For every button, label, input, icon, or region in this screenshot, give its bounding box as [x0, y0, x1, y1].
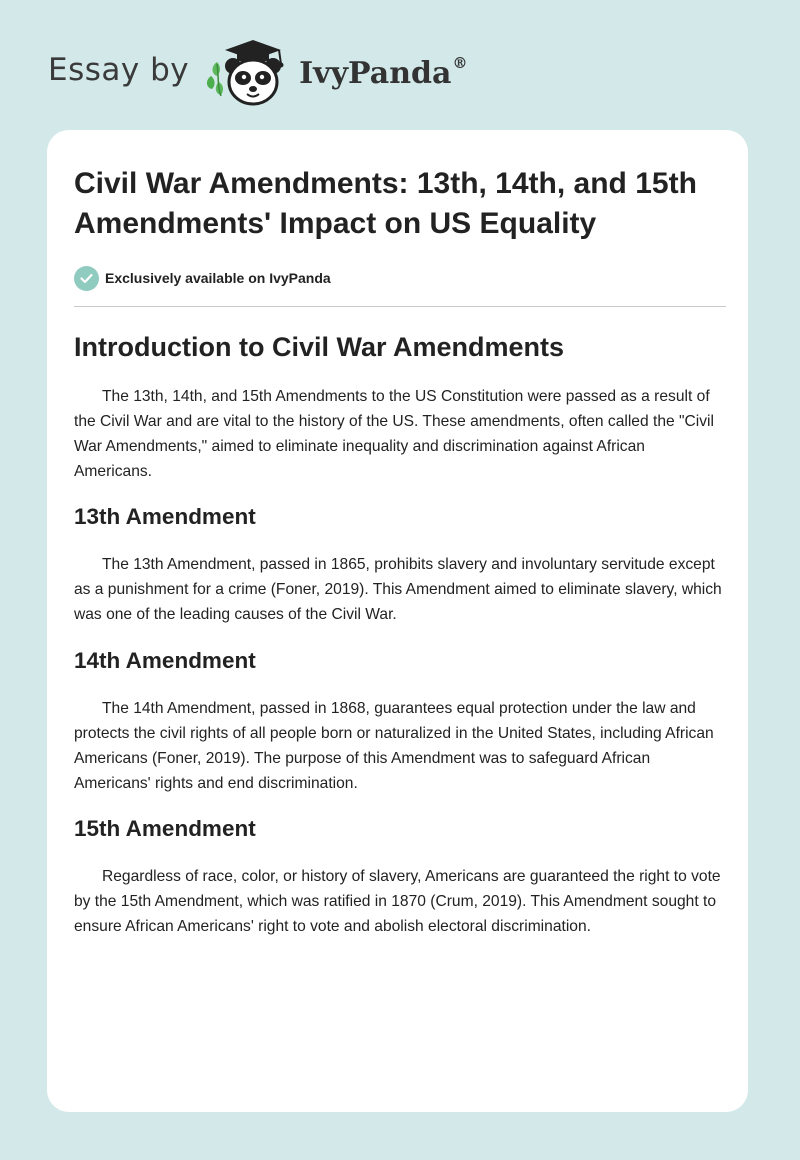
- section-heading-introduction: Introduction to Civil War Amendments: [74, 332, 565, 362]
- essay-card: [47, 130, 748, 1112]
- section-paragraph-15th: Regardless of race, color, or history of slavery, Americans are guaranteed the right to vote by the 15th Amendment, which was ratified in 1870 (Crum, 2019). This Amendment sought to ensure African Americans' right to vote and abolish electoral discrimination.: [74, 868, 721, 935]
- title-divider: [74, 306, 726, 307]
- section-heading-14th: 14th Amendment: [74, 648, 256, 673]
- exclusive-badge: [74, 265, 726, 291]
- site-header: [48, 36, 467, 108]
- brand-name[interactable]: [299, 53, 468, 91]
- section-paragraph-13th: The 13th Amendment, passed in 1865, prohibits slavery and involuntary servitude except as a punishment for a crime (Foner, 2019). This Amendment aimed to eliminate slavery, which was one of the leading causes of the Civil War.: [74, 556, 722, 623]
- section-heading-15th: 15th Amendment: [74, 816, 256, 841]
- check-circle-icon: [74, 266, 99, 291]
- section-paragraph-introduction: The 13th, 14th, and 15th Amendments to the US Constitution were passed as a result of the Civil War and are vital to the history of the US. These amendments, often called the "Civil War Amendments," aimed to eliminate inequality and discrimination against African Americans.: [74, 388, 714, 480]
- section-heading-13th: 13th Amendment: [74, 504, 256, 529]
- essay-content: [74, 164, 726, 939]
- brand-name-text: IvyPanda: [299, 55, 452, 91]
- ivypanda-logo-icon[interactable]: [203, 36, 293, 108]
- essay-by-label: Essay by: [48, 52, 190, 88]
- section-paragraph-14th: The 14th Amendment, passed in 1868, guarantees equal protection under the law and protects the civil rights of all people born or naturalized in the United States, including African Americans (Foner, 2019). The purpose of this Amendment was to safeguard African Americans' rights and end discrimination.: [74, 700, 714, 792]
- registered-mark: ®: [452, 53, 468, 72]
- essay-title: Civil War Amendments: 13th, 14th, and 15th Amendments' Impact on US Equality: [74, 167, 697, 240]
- exclusive-label: Exclusively available on IvyPanda: [105, 270, 331, 286]
